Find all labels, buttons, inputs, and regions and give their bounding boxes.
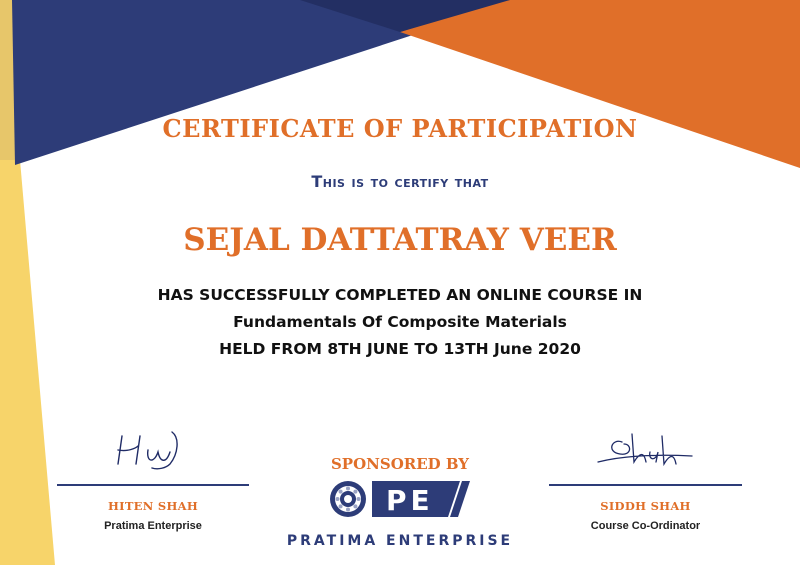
course-dates: HELD FROM 8TH JUNE TO 13TH June 2020 (219, 340, 581, 358)
course-name: Fundamentals Of Composite Materials (233, 313, 567, 331)
logo-text: PE (386, 484, 434, 517)
signatory-name-left: HITEN SHAH (107, 499, 199, 513)
bearing-icon (330, 481, 366, 517)
completion-text: HAS SUCCESSFULLY COMPLETED AN ONLINE COURSE IN (157, 286, 643, 304)
signatory-role-left: Pratima Enterprise (104, 520, 202, 532)
signature-line-right (549, 484, 742, 486)
signatory-name-right: SIDDH SHAH (600, 499, 691, 513)
sponsor-logo (328, 479, 473, 519)
recipient-name: SEJAL DATTATRAY VEER (183, 222, 617, 258)
sponsored-by-label: SPONSORED BY (330, 455, 470, 473)
sponsor-brand: PRATIMA ENTERPRISE (286, 533, 514, 549)
signatory-role-right: Course Co-Ordinator (590, 520, 701, 532)
certificate-title: CERTIFICATE OF PARTICIPATION (162, 114, 638, 143)
intro-text: This is to certify that (311, 172, 489, 191)
signature-line-left (57, 484, 249, 486)
